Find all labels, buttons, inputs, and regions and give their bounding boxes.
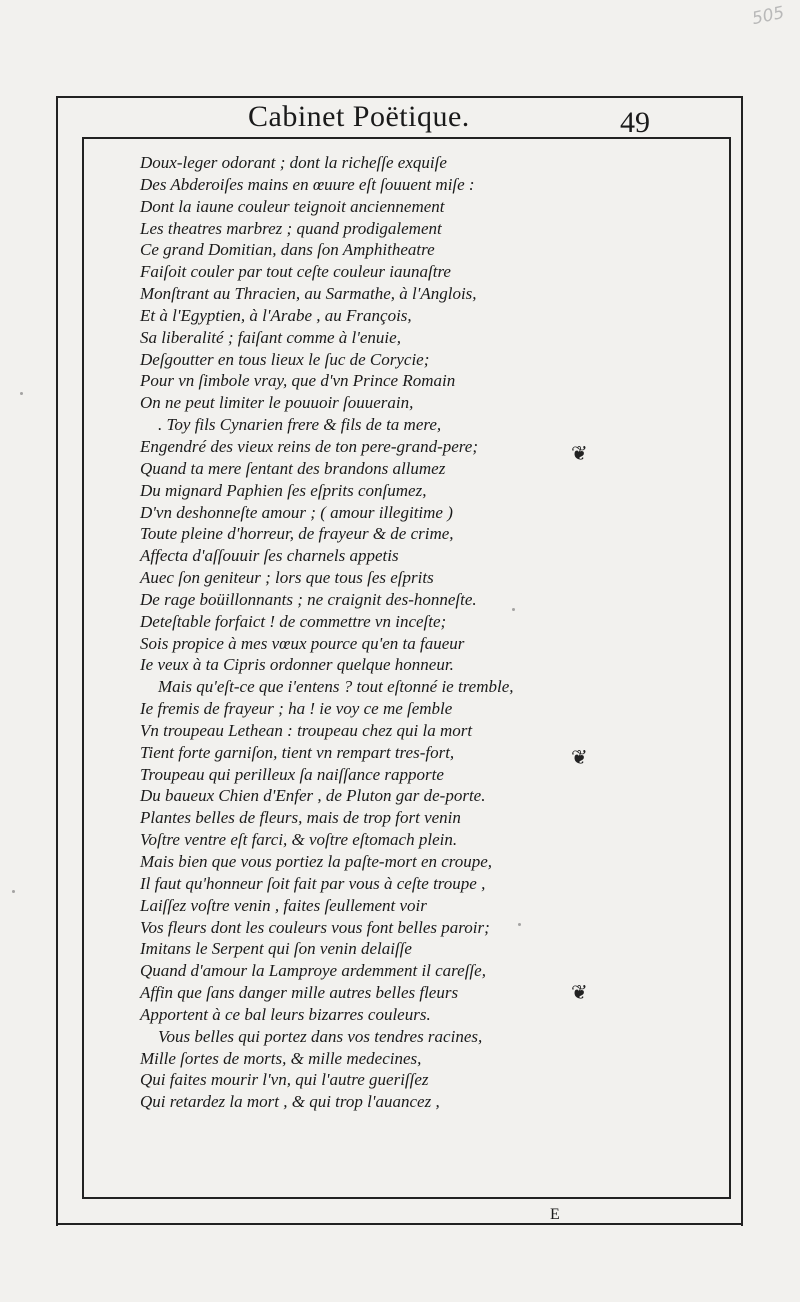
verse-line: Mais bien que vous portiez la paſte-mort en croupe, [140,852,493,871]
verse-line: Vous belles qui portez dans vos tendres racines, [158,1026,483,1046]
verse-line: Sa liberalité ; faiſant comme à l'enuie, [140,327,401,347]
page-number: 49 [620,106,650,139]
poem-text-block [140,152,540,1113]
paper-speck [20,392,23,395]
verse-line: Quand ta mere ſentant des brandons allumez [140,458,446,478]
verse-line: De rage boüillonnants ; ne craignit des-honneſte. [140,589,477,609]
right-outer-rule [741,96,743,1226]
verse-line: Dont la iaune couleur teignoit anciennement [140,196,445,216]
bottom-outer-rule [56,1223,742,1225]
verse-line: Affecta d'aſſouuir ſes charnels appetis [140,546,399,566]
verse-line: Ce grand Domitian, dans ſon Amphitheatre [140,240,435,260]
verse-line: Les theatres marbrez ; quand prodigalement [140,218,442,238]
verse-line: Ie fremis de frayeur ; ha ! ie voy ce me ſemble [140,699,453,719]
verse-line: Imitans le Serpent qui ſon venin delaiſſe [140,939,412,959]
verse-line: Mille ſortes de morts, & mille medecines, [140,1048,422,1068]
verse-line: Ie veux à ta Cipris ordonner quelque honneur. [140,655,454,675]
verse-line: Du baueux Chien d'Enfer , de Pluton gar de-porte. [140,786,486,806]
verse-line: Engendré des vieux reins de ton pere-grand-pere; [140,436,478,456]
right-inner-rule [729,137,731,1199]
verse-line: Vos fleurs dont les couleurs vous font belles paroir; [140,917,490,937]
verse-line: Deteſtable forfaict ! de commettre vn inceſte; [140,611,447,631]
paper-speck [12,890,15,893]
verse-line: Deſgoutter en tous lieux le ſuc de Corycie; [140,349,430,369]
top-rule [56,96,742,98]
left-outer-rule [56,96,58,1226]
verse-line: Qui faites mourir l'vn, qui l'autre gueriſſez [140,1070,429,1090]
fleuron-ornament: ❦ [571,980,588,1004]
fleuron-ornament: ❦ [571,441,588,465]
verse-line: Quand d'amour la Lamproye ardemment il careſſe, [140,961,486,981]
verse-line: Et à l'Egyptien, à l'Arabe , au François, [140,305,412,325]
verse-line: Toute pleine d'horreur, de frayeur & de crime, [140,524,454,544]
pencil-folio-mark: 505 [750,2,787,30]
verse-line: Sois propice à mes vœux pource qu'en ta faueur [140,633,465,653]
verse-line: Monſtrant au Thracien, au Sarmathe, à l'Anglois, [140,284,477,304]
verse-line: Vn troupeau Lethean : troupeau chez qui la mort [140,720,473,740]
verse-line: Apportent à ce bal leurs bizarres couleurs. [140,1004,431,1024]
verse-line: Des Abderoiſes mains en œuure eſt ſouuent miſe : [140,174,475,194]
verse-line: Pour vn ſimbole vray, que d'vn Prince Romain [140,371,456,391]
verse-line: Du mignard Paphien ſes eſprits conſumez, [140,480,427,500]
verse-line: Qui retardez la mort , & qui trop l'auancez , [140,1092,440,1112]
verse-line: On ne peut limiter le pouuoir ſouuerain, [140,393,414,413]
verse-line: Plantes belles de fleurs, mais de trop fort venin [140,808,461,828]
verse-line: D'vn deshonneſte amour ; ( amour illegitime ) [140,502,453,522]
verse-line: Faiſoit couler par tout ceſte couleur iaunaſtre [140,262,451,282]
running-title: Cabinet Poëtique. [248,100,470,133]
verse-line: Affin que ſans danger mille autres belles fleurs [140,983,459,1003]
fleuron-ornament: ❦ [571,745,588,769]
left-inner-rule [82,137,84,1199]
verse-line: Doux-leger odorant ; dont la richeſſe exquiſe [140,153,447,172]
verse-line: Auec ſon geniteur ; lors que tous ſes eſprits [140,568,434,588]
verse-line: Il faut qu'honneur ſoit fait par vous à ceſte troupe , [140,873,486,893]
verse-line: . Toy fils Cynarien frere & fils de ta mere, [158,415,442,435]
verse-line: Troupeau qui perilleux ſa naiſſance rapporte [140,764,444,784]
bottom-inner-rule [82,1197,730,1199]
verse-line: Mais qu'eſt-ce que i'entens ? tout eſtonné ie tremble, [158,677,514,697]
signature-mark: E [550,1206,560,1223]
verse-line: Laiſſez voſtre venin , faites ſeullement voir [140,895,427,915]
verse-line: Voſtre ventre eſt farci, & voſtre eſtomach plein. [140,830,458,850]
verse-line: Tient forte garniſon, tient vn rempart tres-fort, [140,742,455,762]
